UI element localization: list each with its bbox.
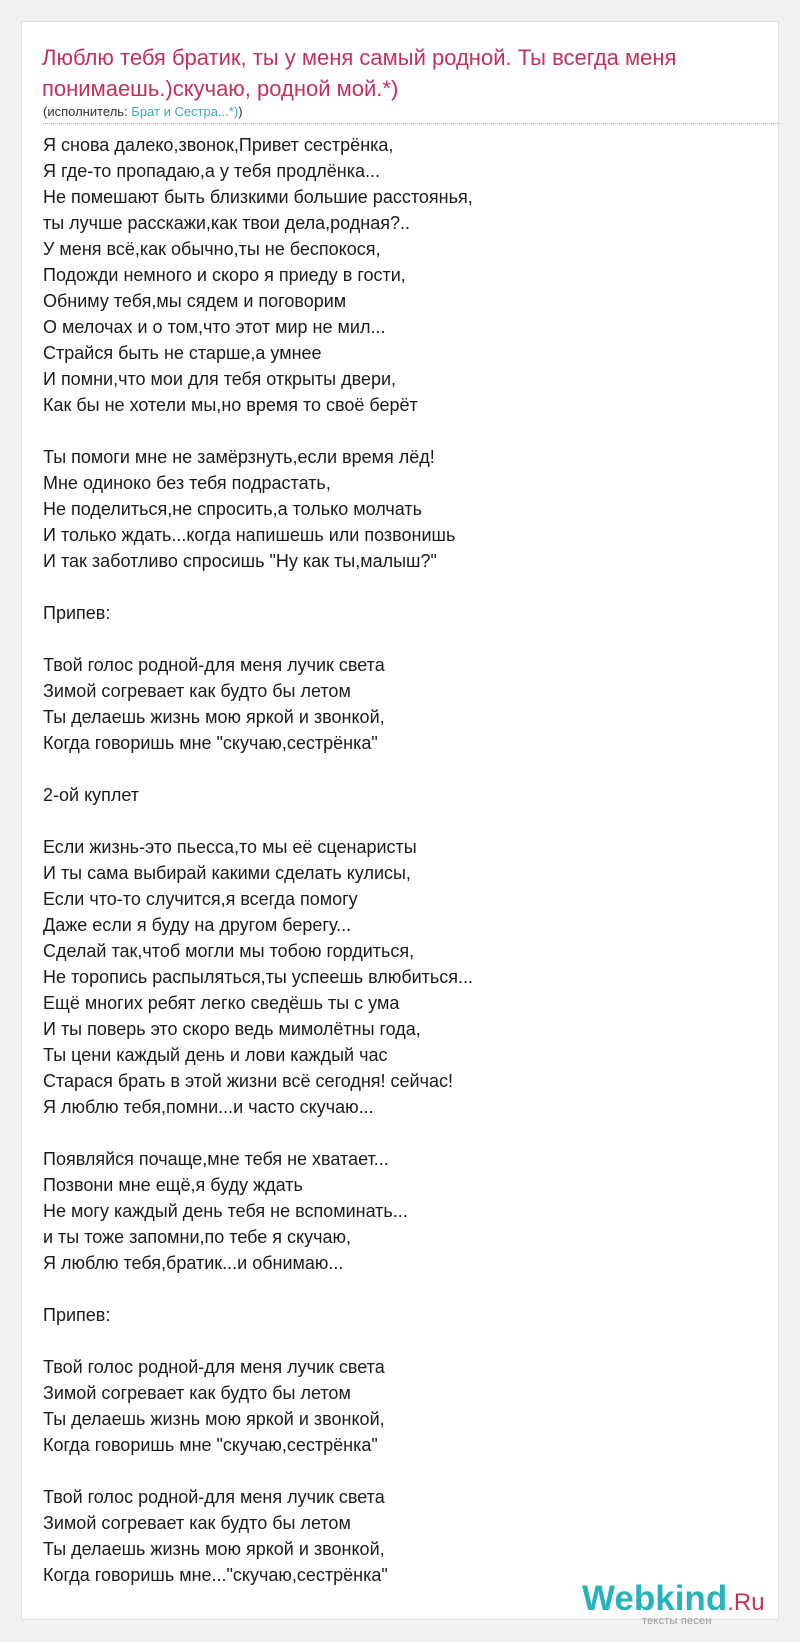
lyric-line: И помни,что мои для тебя открыты двери,	[43, 369, 397, 389]
performer-link[interactable]: Брат и Сестра...*)	[131, 104, 239, 119]
lyrics-stanza	[43, 444, 743, 574]
lyric-line: Подожди немного и скоро я приеду в гости,	[43, 265, 406, 285]
lyric-line: И ты сама выбирай какими сделать кулисы,	[43, 863, 411, 883]
lyrics-card	[21, 21, 779, 1627]
lyric-line: И так заботливо спросишь "Ну как ты,малыш?"	[43, 551, 437, 571]
lyric-line: Я люблю тебя,братик...и обнимаю...	[43, 1253, 344, 1273]
lyric-line: Сделай так,чтоб могли мы тобою гордиться,	[43, 941, 415, 961]
lyric-line: Припев:	[43, 1305, 111, 1325]
lyric-line: Ты помоги мне не замёрзнуть,если время лёд!	[43, 447, 435, 467]
lyrics-stanza	[43, 652, 743, 756]
lyric-line: Твой голос родной-для меня лучик света	[43, 1487, 385, 1507]
lyric-line: Я снова далеко,звонок,Привет сестрёнка,	[43, 135, 394, 155]
lyric-line: Появляйся почаще,мне тебя не хватает...	[43, 1149, 389, 1169]
lyric-line: Когда говоришь мне "скучаю,сестрёнка"	[43, 1435, 378, 1455]
lyric-line: Ты делаешь жизнь мою яркой и звонкой,	[43, 707, 385, 727]
lyric-line: Старася брать в этой жизни всё сегодня! сейчас!	[43, 1071, 454, 1091]
lyric-line: 2-ой куплет	[43, 785, 140, 805]
lyric-line: Зимой согревает как будто бы летом	[43, 1513, 351, 1533]
lyric-line: Как бы не хотели мы,но время то своё берёт	[43, 395, 418, 415]
lyrics-body	[43, 132, 743, 1588]
lyric-line: Не помешают быть близкими большие расстоянья,	[43, 187, 473, 207]
lyrics-stanza	[43, 600, 743, 626]
lyric-line: Твой голос родной-для меня лучик света	[43, 1357, 385, 1377]
lyric-line: О мелочах и о том,что этот мир не мил...	[43, 317, 386, 337]
logo-tagline: тексты песен	[642, 1615, 712, 1627]
site-logo[interactable]	[582, 1579, 782, 1629]
lyric-line: Позвони мне ещё,я буду ждать	[43, 1175, 303, 1195]
lyric-line: и ты тоже запомни,по тебе я скучаю,	[43, 1227, 351, 1247]
lyrics-stanza	[43, 834, 743, 1120]
lyric-line: Если что-то случится,я всегда помогу	[43, 889, 358, 909]
lyric-line: У меня всё,как обычно,ты не беспокося,	[43, 239, 381, 259]
lyric-line: Не поделиться,не спросить,а только молчать	[43, 499, 422, 519]
lyric-line: Ты делаешь жизнь мою яркой и звонкой,	[43, 1539, 385, 1559]
lyric-line: Я где-то пропадаю,а у тебя продлёнка...	[43, 161, 380, 181]
title-divider	[43, 123, 780, 124]
lyric-line: Зимой согревает как будто бы летом	[43, 681, 351, 701]
lyric-line: Когда говоришь мне..."скучаю,сестрёнка"	[43, 1565, 388, 1585]
performer-suffix: )	[238, 104, 243, 119]
lyrics-stanza	[43, 782, 743, 808]
lyrics-stanza	[43, 1302, 743, 1328]
lyric-line: Зимой согревает как будто бы летом	[43, 1383, 351, 1403]
lyric-line: И ты поверь это скоро ведь мимолётны года,	[43, 1019, 421, 1039]
lyrics-stanza	[43, 1354, 743, 1458]
lyric-line: Страйся быть не старше,а умнее	[43, 343, 322, 363]
lyric-line: Я люблю тебя,помни...и часто скучаю...	[43, 1097, 374, 1117]
lyrics-stanza	[43, 1146, 743, 1276]
lyric-line: Припев:	[43, 603, 111, 623]
lyric-line: Даже если я буду на другом берегу...	[43, 915, 352, 935]
lyric-line: Ты делаешь жизнь мою яркой и звонкой,	[43, 1409, 385, 1429]
lyric-line: Если жизнь-это пьесса,то мы её сценаристы	[43, 837, 417, 857]
lyric-line: Ты цени каждый день и лови каждый час	[43, 1045, 388, 1065]
logo-tld: .Ru	[727, 1589, 765, 1616]
lyric-line: Не торопись распыляться,ты успеешь влюбиться...	[43, 967, 474, 987]
lyric-line: Ещё многих ребят легко сведёшь ты с ума	[43, 993, 400, 1013]
lyrics-stanza	[43, 1484, 743, 1588]
lyric-line: Твой голос родной-для меня лучик света	[43, 655, 385, 675]
lyric-line: ты лучше расскажи,как твои дела,родная?..	[43, 213, 411, 233]
lyric-line: Не могу каждый день тебя не вспоминать...	[43, 1201, 408, 1221]
lyric-line: И только ждать...когда напишешь или позвонишь	[43, 525, 456, 545]
song-title: Люблю тебя братик, ты у меня самый родной. Ты всегда меня понимаешь.)скучаю, родной мой.*)	[42, 45, 677, 101]
lyric-line: Когда говоришь мне "скучаю,сестрёнка"	[43, 733, 378, 753]
lyrics-stanza	[43, 132, 743, 418]
lyric-line: Мне одиноко без тебя подрастать,	[43, 473, 331, 493]
performer-prefix: (исполнитель:	[43, 104, 132, 119]
logo-name: Webkind	[582, 1579, 728, 1618]
performer-line	[43, 103, 243, 121]
lyric-line: Обниму тебя,мы сядем и поговорим	[43, 291, 347, 311]
